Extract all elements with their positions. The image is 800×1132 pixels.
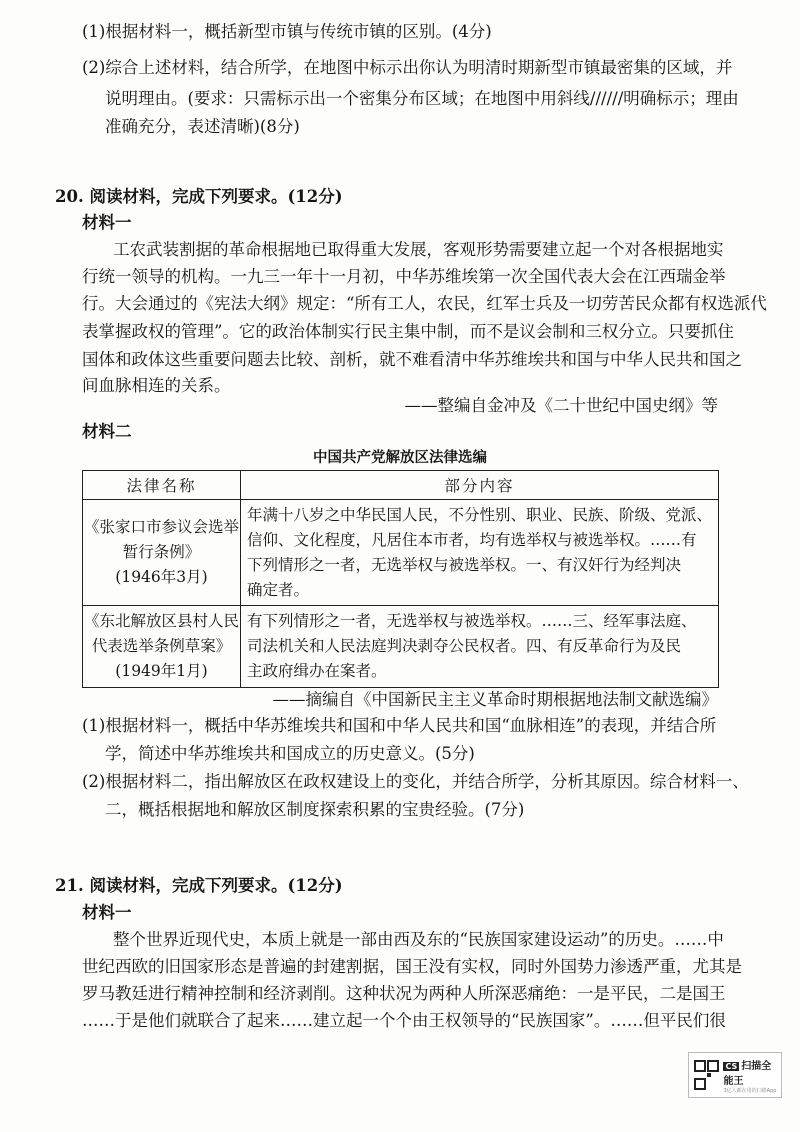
q21-m1-line: 世纪西欧的旧国家形态是普遍的封建割据，国王没有实权，同时外国势力渗透严重，尤其是 [82,957,742,976]
law-name-cell [83,606,241,688]
law-table-title: 中国共产党解放区法律选编 [313,449,487,466]
q21-material1-label: 材料一 [82,903,132,922]
law-content-line: 确定者。 [246,580,309,599]
prev-question-2-line3: 准确充分，表述清晰)(8分) [105,117,300,136]
law-name-line: 《东北解放区县村人民 [83,612,239,630]
table-row [83,606,719,688]
q20-material2-label: 材料二 [82,422,132,441]
law-name-line: 代表选举条例草案》 [91,637,232,655]
q20-question-2-line1: (2)根据材料二，指出解放区在政权建设上的变化，并结合所学，分析其原因。综合材料一、 [82,772,749,791]
q21-m1-line: 整个世界近现代史，本质上就是一部由西及东的“民族国家建设运动”的历史。……中 [113,930,724,949]
scanner-badge [688,1052,782,1098]
q20-m1-line: 间血脉相连的关系。 [82,376,231,395]
scanner-brand [723,1057,781,1087]
q20-m2-source: ——摘编自《中国新民主主义革命时期根据地法制文献选编》 [272,690,718,709]
q21-m1-line: 罗马教廷进行精神控制和经济剥削。这种状况为两种人所深恶痛绝：一是平民，二是国王 [82,984,726,1003]
law-content-cell [240,606,718,688]
prev-question-2-line2: 说明理由。(要求：只需标示出一个密集分布区域；在地图中用斜线//////明确标示；理由 [105,89,739,108]
law-name-line: 《张家口市参议会选举 [83,518,239,536]
prev-question-1: (1)根据材料一，概括新型市镇与传统市镇的区别。(4分) [82,22,492,41]
prev-question-2-line1: (2)综合上述材料，结合所学，在地图中标示出你认为明清时期新型市镇最密集的区域，并 [82,58,733,77]
q20-heading: 20. 阅读材料，完成下列要求。(12分) [55,187,343,206]
law-name-line: 暂行条例》 [122,543,201,561]
law-content-line: 下列情形之一者，无选举权与被选举权。一、有汉奸行为经判决 [246,555,681,574]
q20-material1-label: 材料一 [82,213,132,232]
law-table-header: 法律名称 [83,471,241,500]
law-table-header-row [83,471,719,500]
law-content-line: 信仰、文化程度，凡居住本市者，均有选举权与被选举权。……有 [246,530,697,549]
scanner-subtitle: 3亿人都在用的扫描App [723,1087,777,1094]
law-content-line: 司法机关和人民法庭判决剥夺公民权者。四、有反革命行为及民 [246,637,681,655]
law-name-line: (1949年1月) [115,662,208,680]
law-table [82,470,719,688]
q20-m1-line: 表掌握政权的管理”。它的政治体制实行民主集中制，而不是议会制和三权分立。只要抓住 [82,322,734,341]
q21-m1-line: ……于是他们就联合了起来……建立起一个个由王权领导的“民族国家”。……但平民们很 [82,1011,726,1030]
qr-code-icon [694,1060,719,1090]
q20-m1-line: 行统一领导的机构。一九三一年十一月初，中华苏维埃第一次全国代表大会在江西瑞金举 [82,267,726,286]
q20-m1-line: 行。大会通过的《宪法大纲》规定：“所有工人，农民，红军士兵及一切劳苦民众都有权选派代 [82,294,767,313]
table-row [83,500,719,606]
law-name-line: (1946年3月) [115,568,208,586]
law-content-cell [240,500,718,606]
law-content-line: 有下列情形之一者，无选举权与被选举权。……三、经军事法庭、 [246,612,697,630]
law-content-line: 年满十八岁之中华民国人民，不分性别、职业、民族、阶级、党派、 [246,505,712,524]
q20-question-1-line1: (1)根据材料一，概括中华苏维埃共和国和中华人民共和国“血脉相连”的表现，并结合所 [82,716,717,735]
q20-question-2-line2: 二，概括根据地和解放区制度探索积累的宝贵经验。(7分) [105,800,525,819]
q21-heading: 21. 阅读材料，完成下列要求。(12分) [55,876,343,895]
q20-m1-line: 工农武装割据的革命根据地已取得重大发展，客观形势需要建立起一个对各根据地实 [113,240,724,259]
q20-m1-line: 国体和政体这些重要问题去比较、剖析，就不难看清中华苏维埃共和国与中华人民共和国之 [82,350,742,369]
scanner-brand-name: 扫描全能王 [723,1060,772,1087]
law-table-header: 部分内容 [240,471,718,500]
q20-question-1-line2: 学，简述中华苏维埃共和国成立的历史意义。(5分) [105,744,475,763]
q20-m1-source: ——整编自金冲及《二十世纪中国史纲》等 [404,396,718,415]
law-content-line: 主政府缉办在案者。 [246,662,387,680]
law-name-cell [83,500,241,606]
scanner-logo: CS [725,1061,738,1071]
